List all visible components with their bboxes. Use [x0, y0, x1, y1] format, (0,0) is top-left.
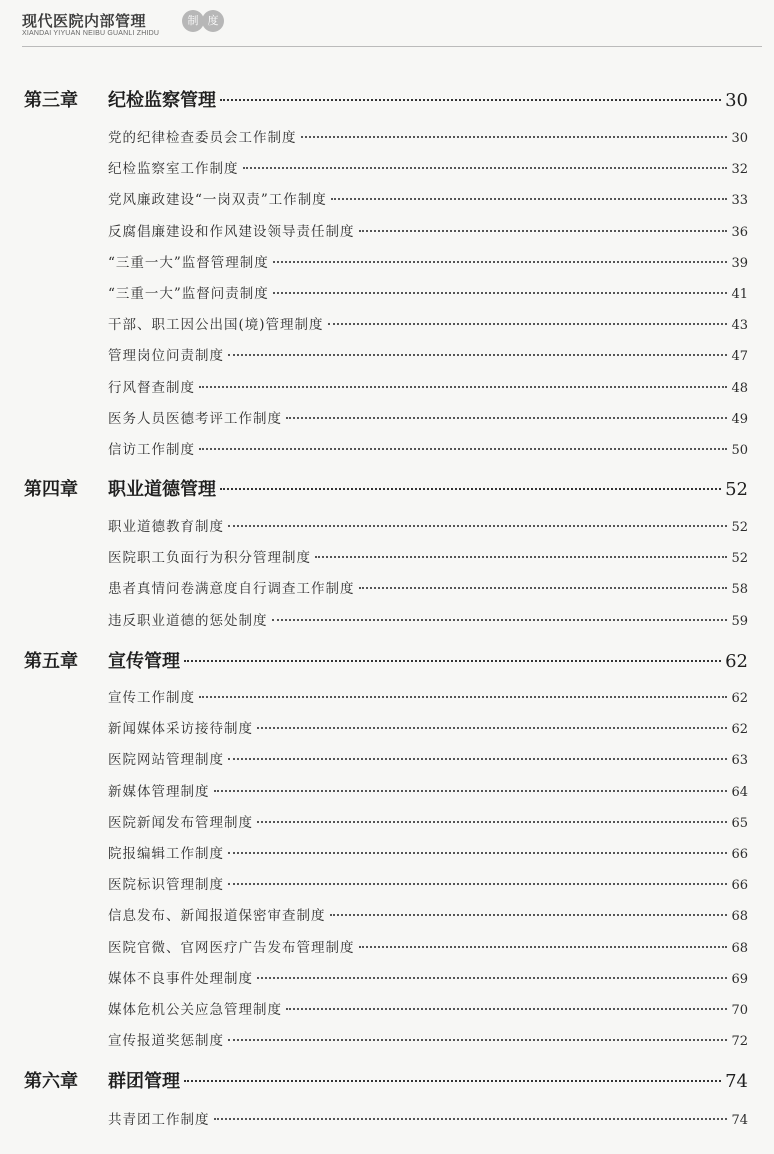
entry-title: 干部、职工因公出国(境)管理制度: [108, 317, 324, 333]
entry-page-number: 58: [731, 582, 748, 597]
entry-page-number: 52: [731, 520, 748, 535]
leader-dots: [220, 488, 721, 490]
chapter-page-number: 30: [725, 90, 748, 111]
entry-title: 医院新闻发布管理制度: [108, 815, 253, 831]
entry-page-number: 36: [731, 225, 748, 240]
entry-page-number: 52: [731, 551, 748, 566]
entry-title: 管理岗位问责制度: [108, 348, 224, 364]
entry-page-number: 32: [731, 162, 748, 177]
entry-title: 共青团工作制度: [108, 1112, 210, 1128]
leader-dots: [184, 660, 721, 662]
entry-title: 新媒体管理制度: [108, 784, 210, 800]
entry-page-number: 64: [731, 785, 748, 800]
leader-dots: [301, 136, 728, 138]
entry-title: 医务人员医德考评工作制度: [108, 411, 282, 427]
seal-char: 制: [182, 10, 204, 32]
entry-title: 院报编辑工作制度: [108, 846, 224, 862]
chapter-number: 第三章: [24, 90, 78, 111]
entry-page-number: 68: [731, 941, 748, 956]
leader-dots: [330, 914, 728, 916]
leader-dots: [359, 946, 728, 948]
entry-title: 纪检监察室工作制度: [108, 161, 239, 177]
leader-dots: [228, 852, 727, 854]
chapter-title: 职业道德管理: [108, 479, 216, 500]
leader-dots: [286, 417, 727, 419]
chapter-number: 第四章: [24, 479, 78, 500]
leader-dots: [228, 1039, 727, 1041]
chapter-number: 第六章: [24, 1071, 78, 1092]
entry-title: 医院职工负面行为积分管理制度: [108, 550, 311, 566]
entry-title: 媒体不良事件处理制度: [108, 971, 253, 987]
page-header: [22, 6, 762, 46]
chapter-page-number: 52: [725, 479, 748, 500]
entry-title: 党风廉政建设“一岗双责”工作制度: [108, 192, 327, 208]
seal-char: 度: [202, 10, 224, 32]
entry-title: 患者真情问卷满意度自行调查工作制度: [108, 581, 355, 597]
entry-title: 信访工作制度: [108, 442, 195, 458]
entry-page-number: 43: [731, 318, 748, 333]
chapter-page-number: 62: [725, 651, 748, 672]
leader-dots: [199, 448, 727, 450]
leader-dots: [199, 696, 727, 698]
chapter-title: 纪检监察管理: [108, 90, 216, 111]
entry-title: 宣传报道奖惩制度: [108, 1033, 224, 1049]
entry-page-number: 69: [731, 972, 748, 987]
entry-page-number: 68: [731, 909, 748, 924]
entry-title: 违反职业道德的惩处制度: [108, 613, 268, 629]
leader-dots: [257, 821, 727, 823]
entry-title: 党的纪律检查委员会工作制度: [108, 130, 297, 146]
entry-title: 宣传工作制度: [108, 690, 195, 706]
leader-dots: [331, 198, 728, 200]
entry-page-number: 63: [731, 753, 748, 768]
leader-dots: [273, 261, 728, 263]
entry-title: 医院网站管理制度: [108, 752, 224, 768]
entry-page-number: 62: [731, 722, 748, 737]
entry-page-number: 66: [731, 847, 748, 862]
leader-dots: [214, 1118, 728, 1120]
leader-dots: [257, 727, 727, 729]
entry-page-number: 59: [731, 614, 748, 629]
leader-dots: [359, 230, 728, 232]
entry-title: 新闻媒体采访接待制度: [108, 721, 253, 737]
leader-dots: [228, 883, 727, 885]
chapter-title: 群团管理: [108, 1071, 180, 1092]
entry-page-number: 66: [731, 878, 748, 893]
leader-dots: [315, 556, 727, 558]
entry-title: 医院标识管理制度: [108, 877, 224, 893]
entry-page-number: 70: [731, 1003, 748, 1018]
leader-dots: [184, 1080, 721, 1082]
entry-page-number: 30: [731, 131, 748, 146]
entry-title: 职业道德教育制度: [108, 519, 224, 535]
entry-page-number: 74: [731, 1113, 748, 1128]
chapter-number: 第五章: [24, 651, 78, 672]
leader-dots: [328, 323, 728, 325]
entry-page-number: 50: [731, 443, 748, 458]
leader-dots: [243, 167, 728, 169]
book-title: 现代医院内部管理: [22, 12, 147, 30]
entry-title: 医院官微、官网医疗广告发布管理制度: [108, 940, 355, 956]
seal-logo: [182, 10, 226, 36]
entry-page-number: 33: [731, 193, 748, 208]
leader-dots: [228, 354, 727, 356]
chapter-title: 宣传管理: [108, 651, 180, 672]
chapter-page-number: 74: [725, 1071, 748, 1092]
entry-page-number: 41: [731, 287, 748, 302]
leader-dots: [228, 758, 727, 760]
entry-page-number: 49: [731, 412, 748, 427]
entry-page-number: 39: [731, 256, 748, 271]
entry-page-number: 47: [731, 349, 748, 364]
entry-page-number: 65: [731, 816, 748, 831]
leader-dots: [199, 386, 727, 388]
entry-title: “三重一大”监督管理制度: [108, 255, 269, 271]
entry-title: 反腐倡廉建设和作风建设领导责任制度: [108, 224, 355, 240]
leader-dots: [214, 790, 728, 792]
leader-dots: [286, 1008, 727, 1010]
entry-title: 信息发布、新闻报道保密审查制度: [108, 908, 326, 924]
entry-page-number: 48: [731, 381, 748, 396]
leader-dots: [359, 587, 728, 589]
leader-dots: [228, 525, 727, 527]
entry-title: 行风督查制度: [108, 380, 195, 396]
leader-dots: [273, 292, 728, 294]
book-title-pinyin: XIANDAI YIYUAN NEIBU GUANLI ZHIDU: [22, 30, 160, 37]
leader-dots: [257, 977, 727, 979]
entry-page-number: 62: [731, 691, 748, 706]
leader-dots: [220, 99, 721, 101]
header-divider: [22, 46, 762, 47]
entry-title: “三重一大”监督问责制度: [108, 286, 269, 302]
entry-title: 媒体危机公关应急管理制度: [108, 1002, 282, 1018]
leader-dots: [272, 619, 728, 621]
entry-page-number: 72: [731, 1034, 748, 1049]
